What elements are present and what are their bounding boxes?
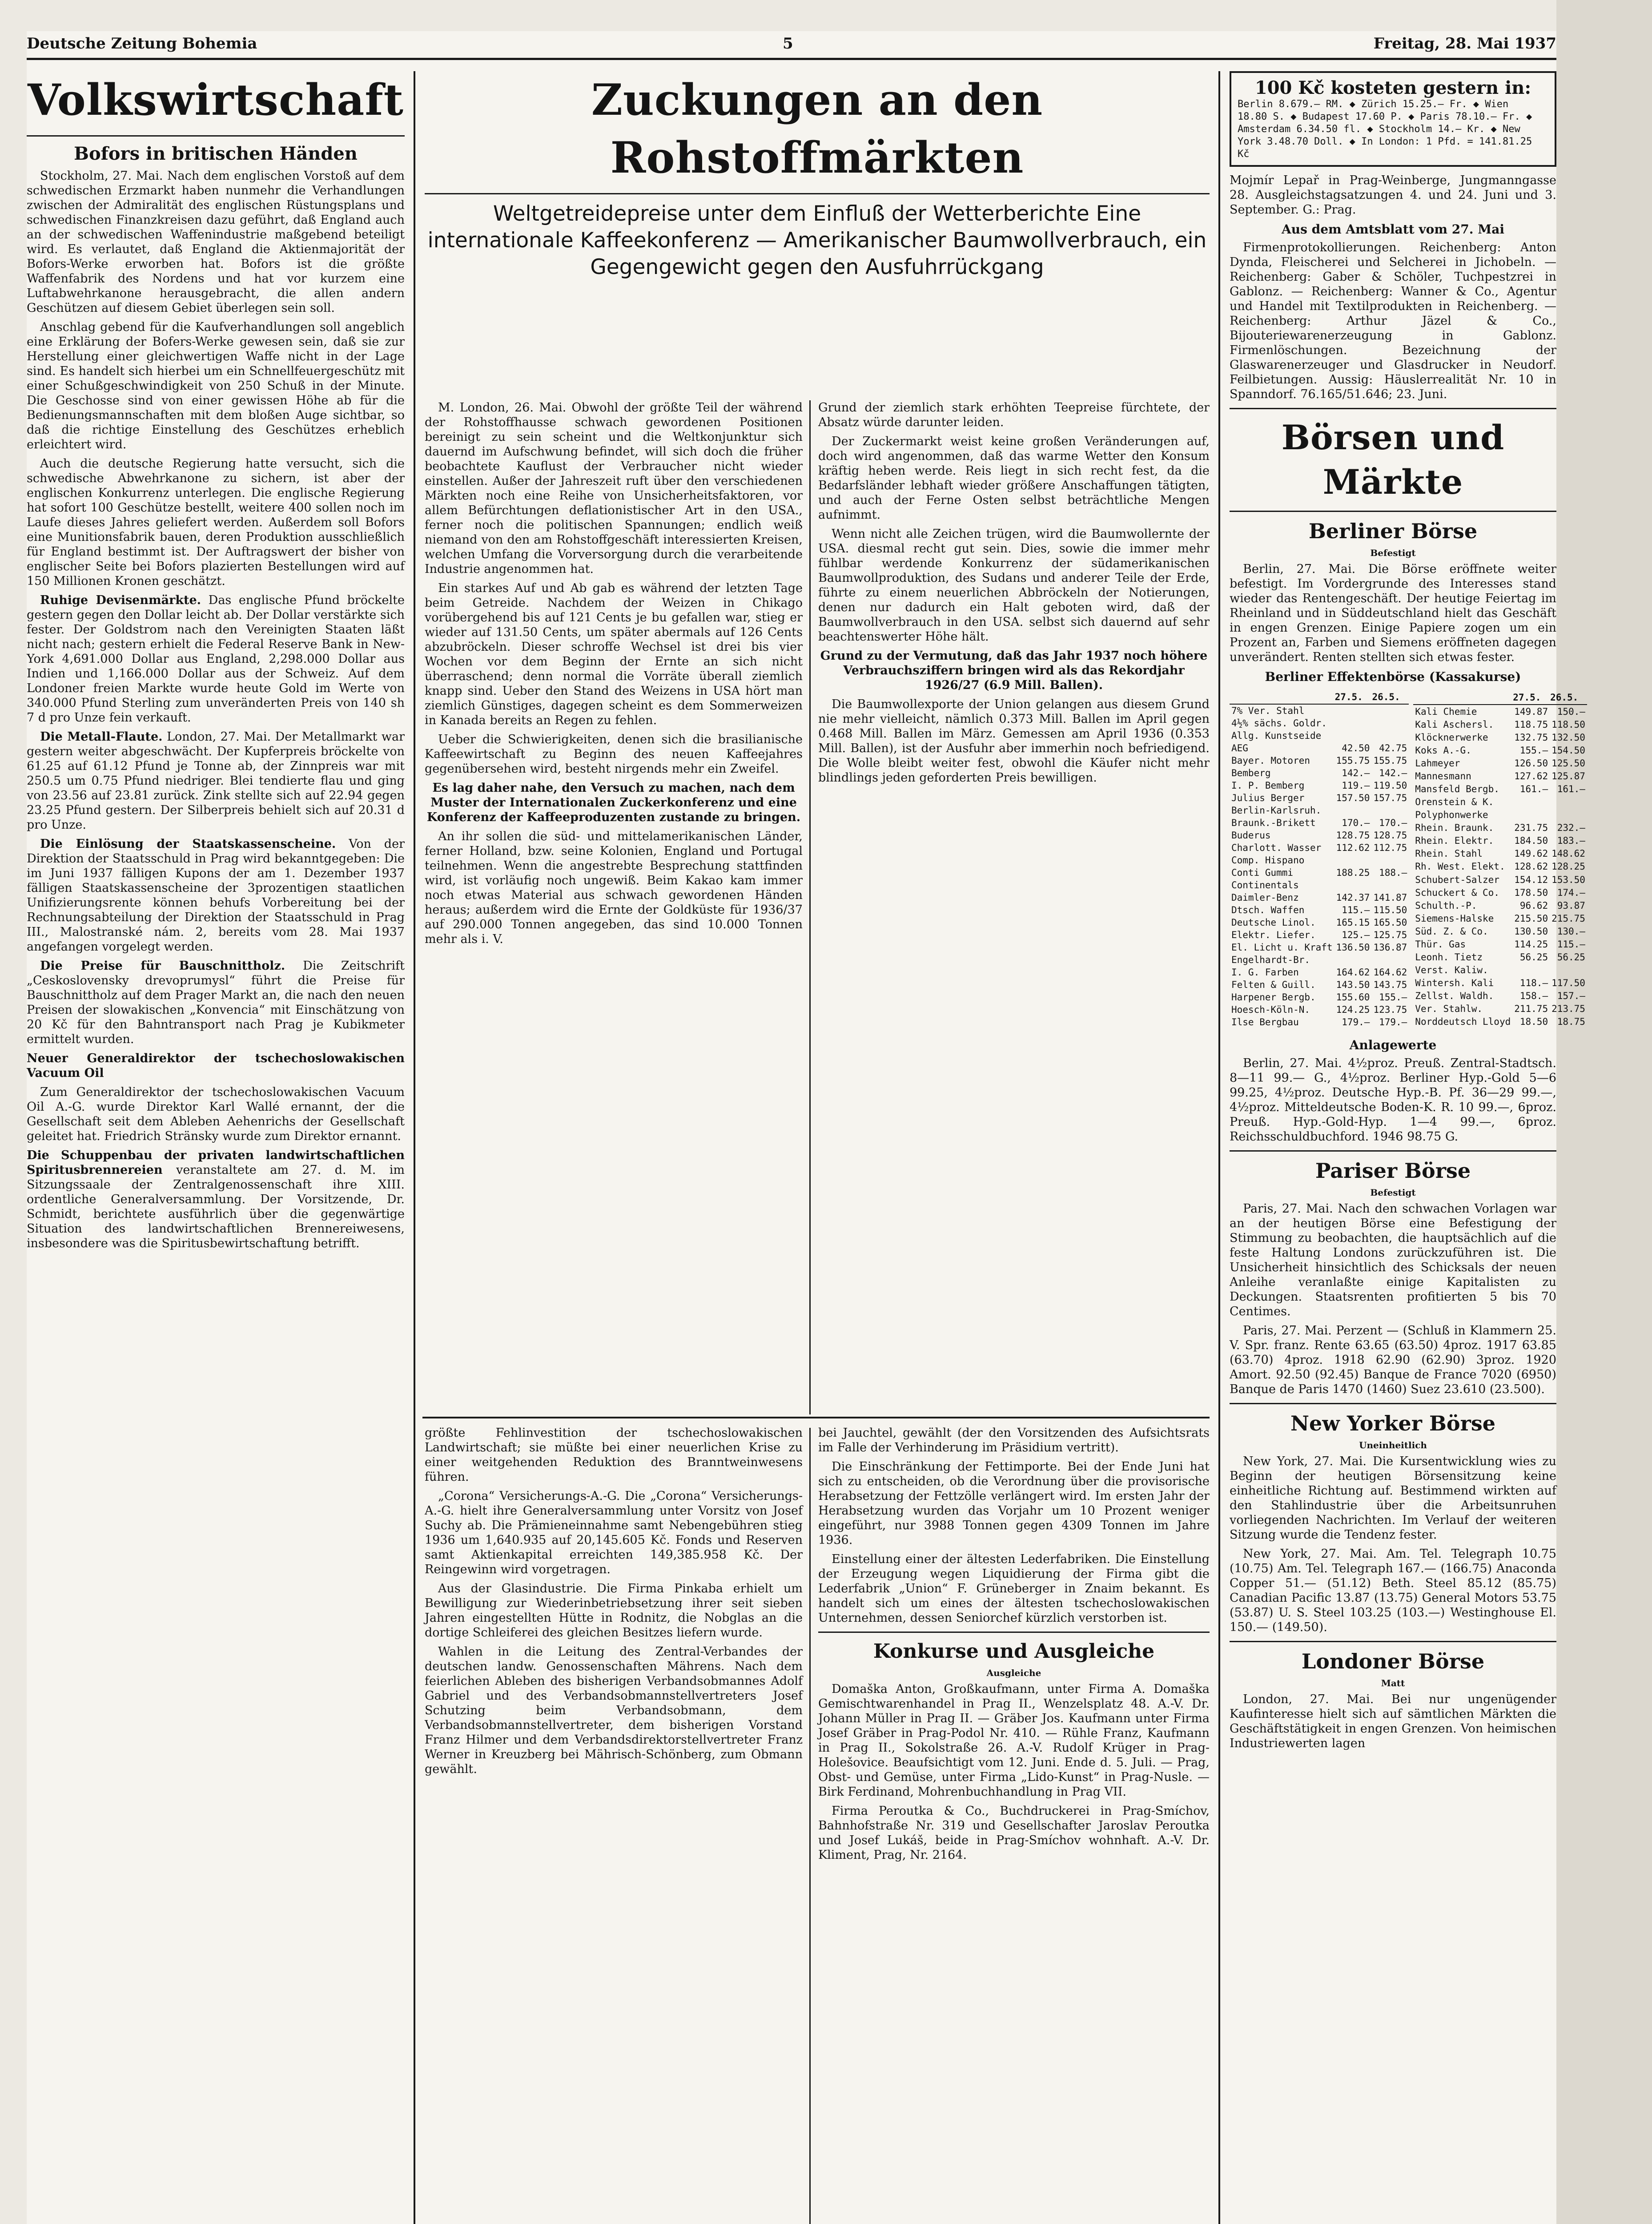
table-row xyxy=(1230,866,1409,879)
table-cell: Allg. Kunstseide xyxy=(1231,730,1322,741)
article-paragraph: Der Zuckermarkt weist keine großen Veränderungen auf, doch wird angenommen, daß das warme Wetter den Konsum kräftig heben werde. Reis liegt in sich recht fest, da die Bedarfsländer lebhaft wieder größere Anschaffungen tätigten, und auch der Ferne Osten selbst beträchtliche Mengen aufnimmt. xyxy=(818,435,1210,522)
table-row xyxy=(1230,954,1409,966)
table-cell: 211.75 xyxy=(1514,1003,1548,1015)
table-cell: Verst. Kaliw. xyxy=(1415,964,1488,975)
table-cell: 130.— xyxy=(1557,926,1585,937)
table-row xyxy=(1230,767,1409,779)
item-text: Von der Direktion der Staatsschuld in Prag wird bekanntgegeben: Die im Juni 1937 fälligen Kupons der am 1. Dezember 1937 fälligen Staatskassenscheine der 3prozentigen staatlichen Unifizierungsrente können behufs Vorbereitung bei der Rechnungsabteilung der Direktion der Staatsschuld in Prag III., Malostranské nám. 2, bereits vom 28. Mai 1937 angefangen vorgelegt werden. xyxy=(27,837,405,954)
issue-date: Freitag, 28. Mai 1937 xyxy=(1373,35,1556,52)
table-header-cell: 27.5. xyxy=(1334,690,1372,704)
effekten-tables xyxy=(1230,688,1585,1033)
table-cell: 215.50 xyxy=(1514,913,1548,924)
table-row xyxy=(1230,916,1409,929)
table-cell: 93.87 xyxy=(1557,900,1585,911)
table-header-cell: 27.5. xyxy=(1512,690,1550,705)
table-cell: 112.62 xyxy=(1336,842,1370,853)
berlin-subtitle: Befestigt xyxy=(1370,548,1416,558)
item-text: Zum Generaldirektor der tschechoslowakischen Vacuum Oil A.-G. wurde Direktor Karl Wallé ernannt, der die Gesellschaft seit dem Ableben Aehenrichs der Gesellschaft geleitet hat. Friedrich Stränsky wurde zum Direktor ernannt. xyxy=(27,1085,405,1143)
table-row xyxy=(1230,941,1409,954)
section-title: Börsen und Märkte xyxy=(1281,418,1505,502)
item-lead: Die Preise für Bauschnittholz. xyxy=(40,959,285,973)
table-cell: Koks A.-G. xyxy=(1415,745,1471,756)
column-markets xyxy=(1230,71,1585,2224)
table-row xyxy=(1413,938,1587,951)
table-cell: Continentals xyxy=(1231,880,1299,890)
amtsblatt-text: Firmenprotokollierungen. Reichenberg: Anton Dynda, Fleischerei und Selcherei in Jichobeln. — Reichenberg: Gaber & Schöler, Tuchpestzrei in Gablonz. — Reichenberg: Wanner & Co., Agentur und Handel mit Textilprodukten in Reichenberg. — Reichenberg: Arthur Jäzel & Co., Bijouteriewarenerzeugung in Gablonz. Firmenlöschungen. Bezeichnung der Glaswarenerzeuger und Glasdrucker in Neudorf. Feilbietungen. Aussig: Häuslerrealität Nr. 10 in Spanndorf. 76.165/51.646; 23. Juni. xyxy=(1230,241,1556,401)
table-cell: Rhein. Stahl xyxy=(1415,848,1483,859)
table-cell: 179.— xyxy=(1342,1017,1370,1027)
table-cell: 231.75 xyxy=(1514,822,1548,834)
item-lead: Ruhige Devisenmärkte. xyxy=(40,593,201,607)
article-paragraph: An ihr sollen die süd- und mittelamerikanischen Länder, ferner Holland, bzw. seine Kolonien, England und Portugal teilnehmen. Wenn die angestrebte Besprechung stattfinden wird, ist vorläufig noch ungewiß. Beim Kakao kam immer noch etwas Material aus schwach gewordenen Händen heraus; außerdem wird die Ernte der Goldküste für 1936/37 auf 290.000 Tonnen angegeben, das sind 10.000 Tonnen mehr als i. V. xyxy=(425,830,803,946)
table-cell: 154.50 xyxy=(1552,745,1585,756)
konkurse-title: Konkurse und Ausgleiche xyxy=(873,1640,1155,1663)
table-cell: 136.50 xyxy=(1336,942,1370,953)
london-heading: Londoner Börse xyxy=(1301,1649,1485,1673)
table-row xyxy=(1230,879,1409,891)
table-cell: 155.— xyxy=(1379,992,1407,1003)
london-subtitle: Matt xyxy=(1381,1678,1405,1688)
article-headline: Bofors in britischen Händen xyxy=(74,143,358,164)
table-cell: 117.50 xyxy=(1552,978,1585,989)
table-row xyxy=(1413,744,1587,757)
table-cell: 153.50 xyxy=(1552,874,1585,885)
table-cell xyxy=(1371,704,1409,717)
page-number: 5 xyxy=(783,35,793,52)
table-cell: 142.— xyxy=(1379,768,1407,778)
table-cell xyxy=(1371,729,1409,742)
table-cell: Dtsch. Waffen xyxy=(1231,905,1305,915)
table-cell: 157.75 xyxy=(1373,793,1407,803)
anlage-heading: Anlagewerte xyxy=(1349,1038,1437,1052)
table-header-cell xyxy=(1413,690,1512,705)
table-cell: 164.62 xyxy=(1336,967,1370,978)
table-cell: 128.25 xyxy=(1552,861,1585,872)
table-cell: Harpener Bergb. xyxy=(1231,992,1316,1003)
column-rule xyxy=(809,400,811,1414)
table-row xyxy=(1413,886,1587,899)
article-paragraph: Ein starkes Auf und Ab gab es während der letzten Tage beim Getreide. Nachdem der Weizen in Chikago vorübergehend bis auf 121 Cents je bu gefallen war, stieg er wieder auf 131.50 Cents, um später abermals auf 126 Cents abzubröckeln. Dieser schroffe Wechsel ist drei bis vier Wochen vor dem Beginn der Ernte an sich nicht überraschend; denn normal die Vorräte überall ziemlich knapp sind. Ueber den Stand des Weizens in USA hört man ziemlich Günstiges, dagegen scheint es dem Sommerweizen in Kanada bereits an Regen zu fehlen. xyxy=(425,581,803,727)
raw-materials-right xyxy=(818,400,1210,1410)
table-cell: 155.60 xyxy=(1336,992,1370,1003)
table-cell: 213.75 xyxy=(1552,1003,1585,1015)
table-cell: 119.— xyxy=(1342,780,1370,791)
table-cell xyxy=(1371,954,1409,966)
table-cell: 4½% sächs. Goldr. xyxy=(1231,718,1327,729)
table-cell: 157.50 xyxy=(1336,793,1370,803)
table-cell: Julius Berger xyxy=(1231,793,1305,803)
table-row xyxy=(1413,822,1587,834)
table-row xyxy=(1230,929,1409,941)
table-cell: 150.— xyxy=(1557,706,1585,717)
konkurse-note: Firma Peroutka & Co., Buchdruckerei in Prag-Smíchov, Bahnhofstraße Nr. 319 und Gesellschafter Jaroslav Peroutka und Josef Lukáš, beide in Prag-Smíchov wohnhaft. A.-V. Dr. Kliment, Prag, Nr. 2164. xyxy=(818,1804,1210,1862)
table-cell xyxy=(1334,717,1372,729)
table-cell xyxy=(1371,879,1409,891)
effekten-heading: Berliner Effektenbörse (Kassakurse) xyxy=(1265,669,1521,684)
table-cell xyxy=(1512,796,1550,809)
item-lead: Neuer Generaldirektor der tschechoslowakischen Vacuum Oil xyxy=(27,1052,405,1080)
table-row xyxy=(1413,718,1587,731)
table-cell: 143.50 xyxy=(1336,979,1370,990)
table-cell: Ilse Bergbau xyxy=(1231,1017,1299,1027)
table-cell: Comp. Hispano xyxy=(1231,855,1305,866)
table-cell: 56.25 xyxy=(1557,951,1585,963)
table-cell: 124.25 xyxy=(1336,1004,1370,1015)
table-cell: Klöcknerwerke xyxy=(1415,732,1488,743)
newspaper-page xyxy=(27,31,1585,2224)
table-row xyxy=(1413,912,1587,925)
table-cell: 174.— xyxy=(1557,887,1585,898)
table-cell: 232.— xyxy=(1557,822,1585,834)
table-cell: 148.62 xyxy=(1552,848,1585,859)
table-cell: 128.62 xyxy=(1514,861,1548,872)
table-cell: 183.— xyxy=(1557,835,1585,846)
table-cell xyxy=(1334,729,1372,742)
table-cell: Conti Gummi xyxy=(1231,867,1294,878)
table-row xyxy=(1413,977,1587,990)
table-cell: 215.75 xyxy=(1552,913,1585,924)
table-row xyxy=(1230,854,1409,866)
table-row xyxy=(1413,809,1587,822)
paris-heading: Pariser Börse xyxy=(1315,1159,1471,1183)
item-lead: Die Einlösung der Staatskassenscheine. xyxy=(40,837,336,851)
table-cell: 56.25 xyxy=(1519,951,1548,963)
table-cell: 155.75 xyxy=(1336,755,1370,766)
table-row xyxy=(1413,770,1587,783)
table-cell: 128.75 xyxy=(1336,830,1370,841)
quotes-table-right xyxy=(1413,690,1587,1028)
table-cell: Siemens-Halske xyxy=(1415,913,1494,924)
table-cell xyxy=(1334,954,1372,966)
paris-text: Paris, 27. Mai. Nach den schwachen Vorlagen war an der heutigen Börse eine Befestigung der Stimmung zu beobachten, die hauptsächlich auf die feste Haltung Londons zurückzuführen ist. Die Unsicherheit hinsichtlich des Schicksals der neuen Anleihe veranlaßte einige Kapitalisten zu Deckungen. Staatsrenten profitierten 5 bis 70 Centimes. xyxy=(1230,1202,1556,1318)
masthead xyxy=(27,31,1556,60)
table-cell: Engelhardt-Br. xyxy=(1231,955,1310,965)
amtsblatt-heading: Aus dem Amtsblatt vom 27. Mai xyxy=(1282,222,1504,237)
table-row xyxy=(1413,899,1587,912)
newyork-subtitle: Uneinheitlich xyxy=(1359,1440,1427,1450)
table-row xyxy=(1230,1003,1409,1016)
exchange-line: York 3.48.70 Doll. ◆ In London: 1 Pfd. = 141.81.25 Kč xyxy=(1238,136,1532,160)
table-cell: Charlott. Wasser xyxy=(1231,842,1322,853)
article-paragraph: bei Jauchtel, gewählt (der den Vorsitzenden des Aufsichtsrats im Falle der Verhinderung im Präsidium vertritt). xyxy=(818,1426,1210,1454)
table-cell: El. Licht u. Kraft xyxy=(1231,942,1333,953)
table-cell: 115.— xyxy=(1342,905,1370,915)
table-cell: Deutsche Linol. xyxy=(1231,917,1316,928)
table-row xyxy=(1413,757,1587,770)
table-cell: 188.— xyxy=(1379,867,1407,878)
table-row xyxy=(1230,1016,1409,1028)
table-row xyxy=(1413,796,1587,809)
table-row xyxy=(1413,783,1587,796)
table-cell: 42.50 xyxy=(1342,743,1370,753)
article-paragraph: größte Fehlinvestition der tschechoslowakischen Landwirtschaft; sie müßte bei einer neuerlichen Krise zu einer weitgehenden Reduktion des Branntweinwesens führen. xyxy=(425,1426,803,1484)
table-cell: Schuckert & Co. xyxy=(1415,887,1499,898)
article-paragraph: Auch die deutsche Regierung hatte versucht, sich die schwedische Abwehrkanone zu sichern, ist aber der englischen Konkurrenz unterlegen. Die englische Regierung hat sofort 100 Geschütze bestellt, weitere 400 sollen noch im Laufe dieses Jahres geliefert werden. Außerdem soll Bofors eine Munitionsfabrik bauen, deren Produktion ausschließlich für England bestimmt ist. Der Auftragswert der bisher von englischer Seite bei Bofors plazierten Bestellungen wird auf 150 Millionen Kronen geschätzt. xyxy=(27,457,405,588)
table-cell: 112.75 xyxy=(1373,842,1407,853)
table-cell: 165.50 xyxy=(1373,917,1407,928)
table-cell: Ver. Stahlw. xyxy=(1415,1003,1483,1015)
table-cell: 141.87 xyxy=(1373,892,1407,903)
article-paragraph: Die Einschränkung der Fettimporte. Bei der Ende Juni hat sich zu entscheiden, ob die Verordnung über die provisorische Herabsetzung der Fettzölle verlängert wird. Im ersten Jahr der Herabsetzung wurden das Vorjahr um 10 Prozent weniger eingeführt, nur 3988 Tonnen gegen 4309 Tonnen im Jahre 1936. xyxy=(818,1460,1210,1547)
table-cell: 130.50 xyxy=(1514,926,1548,937)
article-paragraph: Wahlen in die Leitung des Zentral-Verbandes der deutschen landw. Genossenschaften Mährens. Nach dem feierlichen Ableben des bisherigen Verbandsobmannes Adolf Gabriel und des Verbandsobmannstellvertreters Josef Schutzing beim Verbandsobmann, dem Verbandsobmannstellvertreter, dem bisherigen Vorstand Franz Hilmer und dem Verbandsdirektorstellvertreter Franz Werner in Kreuzberg bei Mährisch-Schönberg, zum Obmann gewählt. xyxy=(425,1645,803,1776)
table-row xyxy=(1230,717,1409,729)
paris-subtitle: Befestigt xyxy=(1370,1187,1416,1198)
konkurse-subtitle: Ausgleiche xyxy=(986,1668,1041,1678)
table-row xyxy=(1413,860,1587,873)
table-row xyxy=(1413,705,1587,718)
table-cell: 170.— xyxy=(1379,818,1407,828)
article-paragraph: Einstellung einer der ältesten Lederfabriken. Die Einstellung der Erzeugung wegen Liquidierung der Firma gibt die Lederfabrik „Union“ F. Grüneberger in Znaim bekannt. Es handelt sich um eines der ältesten tschechoslowakischen Unternehmen, dessen Seniorchef kürzlich verstorben ist. xyxy=(818,1552,1210,1625)
exchange-box xyxy=(1230,71,1556,167)
item-text: veranstaltete am 27. d. M. im Sitzungssaale der Zentralgenossenschaft ihre XIII. ordentliche Generalversammlung. Der Vorsitzende, Dr. Schmidt, berichtete ausführlich über die gegenwärtige Situation des landwirtschaftlichen Brennereiwesens, insbesondere was die Spiritusbewirtschaftung betrifft. xyxy=(27,1163,405,1250)
table-row xyxy=(1413,873,1587,886)
table-cell: 114.25 xyxy=(1514,939,1548,950)
table-cell: 128.75 xyxy=(1373,830,1407,841)
table-cell xyxy=(1512,963,1550,976)
table-cell: Leonh. Tietz xyxy=(1415,951,1483,963)
article-paragraph: Stockholm, 27. Mai. Nach dem englischen Vorstoß auf dem schwedischen Erzmarkt haben nunmehr die Verhandlungen zwischen der Admiralität des englischen Rüstungsplans und schwedischen Finanzkreisen dazu geführt, daß England auch an der schwedischen Waffenindustrie maßgebend beteiligt wird. Es verlautet, daß England die Aktienmajorität der Bofors-Werke erworben hat. Bofors ist die größte Waffenfabrik des Nordens und hat vor kurzem eine Luftabwehrkanone herausgebracht, die allen andern Geschützen auf diesem Gebiet überlegen sein soll. xyxy=(27,169,405,315)
newspaper-name: Deutsche Zeitung Bohemia xyxy=(27,35,257,52)
table-header-cell xyxy=(1230,690,1334,704)
table-cell: 149.62 xyxy=(1514,848,1548,859)
table-cell: 188.25 xyxy=(1336,867,1370,878)
exchange-box-title: 100 Kč kosteten gestern in: xyxy=(1254,77,1531,98)
berlin-heading: Berliner Börse xyxy=(1308,519,1478,543)
table-cell: I. G. Farben xyxy=(1231,967,1299,978)
table-row xyxy=(1413,951,1587,963)
article-deck: Weltgetreidepreise unter dem Einfluß der Wetterberichte Eine internationale Kaffeekonferenz — Amerikanischer Baumwollverbrauch, ein Gegengewicht gegen den Ausfuhrrückgang xyxy=(427,201,1207,279)
article-paragraph: Die Baumwollexporte der Union gelangen aus diesem Grund nie mehr vielleicht, nämlich 0.373 Mill. Ballen im April gegen 0.468 Mill. Ballen im März. Gemessen am April 1936 (0.353 Mill. Ballen), ist der Ausfuhr aber immerhin noch befriedigend. Die Wolle bleibt weiter fest, obwohl die Käufer nicht mehr blindlings jeden geforderten Preis bewilligen. xyxy=(818,697,1210,785)
notice-text: Mojmír Lepař in Prag-Weinberge, Jungmanngasse 28. Ausgleichstagsatzungen 4. und 24. Juni und 3. September. G.: Prag. xyxy=(1230,173,1556,217)
table-cell: Felten & Guill. xyxy=(1231,979,1316,990)
table-cell: 161.— xyxy=(1519,784,1548,795)
table-row xyxy=(1413,834,1587,847)
table-cell: 136.87 xyxy=(1373,942,1407,953)
table-cell: Hoesch-Köln-N. xyxy=(1231,1004,1310,1015)
newyork-quotes: New York, 27. Mai. Am. Tel. Telegraph 10.75 (10.75) Am. Tel. Telegraph 167.— (166.75) Anaconda Copper 51.— (51.12) Beth. Steel 85.12 (85.75) Canadian Pacific 13.87 (13.75) General Motors 53.75 (53.87) U. S. Steel 103.25 (103.—) Westinghouse El. 150.— (149.50). xyxy=(1230,1547,1556,1634)
exchange-line: 18.80 S. ◆ Budapest 17.60 P. ◆ Paris 78.10.— Fr. ◆ xyxy=(1238,111,1532,122)
table-cell: 42.75 xyxy=(1379,743,1407,753)
table-cell: 142.— xyxy=(1342,768,1370,778)
table-cell: Buderus xyxy=(1231,830,1271,841)
table-row xyxy=(1230,742,1409,754)
table-cell xyxy=(1512,809,1550,822)
table-cell: Polyphonwerke xyxy=(1415,810,1488,821)
table-cell xyxy=(1334,704,1372,717)
table-cell: AEG xyxy=(1231,743,1248,753)
table-cell: 115.50 xyxy=(1373,905,1407,915)
table-cell: 18.75 xyxy=(1557,1016,1585,1027)
table-row xyxy=(1413,847,1587,860)
table-cell xyxy=(1550,809,1587,822)
bold-statement: Grund zu der Vermutung, daß das Jahr 1937 noch höhere Verbrauchsziffern bringen wird als das Rekordjahr 1926/27 (6.9 Mill. Ballen). xyxy=(820,649,1208,692)
article-paragraph: Grund der ziemlich stark erhöhten Teepreise fürchtete, der Absatz würde darunter leiden. xyxy=(818,401,1210,429)
table-row xyxy=(1230,842,1409,854)
table-cell: 184.50 xyxy=(1514,835,1548,846)
table-cell: 143.75 xyxy=(1373,979,1407,990)
article-paragraph: Aus der Glasindustrie. Die Firma Pinkaba erhielt um Bewilligung zur Wiederinbetriebsetzung ihrer seit sieben Jahren eingestellten Hütte in Rodnitz, die Nobglas an die dortige Schleiferei des gleichen Besitzes liefern wurde. xyxy=(425,1582,803,1640)
article-paragraph: „Corona“ Versicherungs-A.-G. Die „Corona“ Versicherungs-A.-G. hielt ihre Generalversammlung unter Vorsitz von Josef Suchy ab. Die Prämieneinnahme samt Nebengebühren stieg 1936 um 1,640.935 auf 20,145.605 Kč. Fonds und Reserven samt Aktienkapital erreichten 149,385.958 Kč. Der Reingewinn wird vorgetragen. xyxy=(425,1489,803,1576)
item-lead: Die Schuppenbau der privaten landwirtschaftlichen Spiritusbrennereien xyxy=(27,1148,405,1177)
table-cell: Süd. Z. & Co. xyxy=(1415,926,1488,937)
economy-notes-left xyxy=(425,1426,803,2224)
article-paragraph: Ueber die Schwierigkeiten, denen sich die brasilianische Kaffeewirtschaft zu Beginn des neuen Kaffeejahres gegenübersehen wird, besteht nirgends mehr ein Zweifel. xyxy=(425,733,803,776)
exchange-line: Amsterdam 6.34.50 fl. ◆ Stockholm 14.— Kr. ◆ New xyxy=(1238,124,1520,135)
table-cell: 119.50 xyxy=(1373,780,1407,791)
table-row xyxy=(1230,904,1409,916)
table-row xyxy=(1230,804,1409,817)
bold-statement: Es lag daher nahe, den Versuch zu machen, nach dem Muster der Internationalen Zuckerkonferenz und eine Konferenz der Kaffeeproduzenten zustande zu bringen. xyxy=(426,781,801,824)
table-cell xyxy=(1371,854,1409,866)
article-paragraph: Anschlag gebend für die Kaufverhandlungen soll angeblich eine Erklärung der Bofers-Werke gewesen sein, daß sie zur Herstellung einer gleichwertigen Waffe nicht in der Lage sind. Es handelt sich hierbei um ein Schnellfeuergeschütz mit einer Schußgeschwindigkeit von 250 Schuß in der Minute. Die Geschosse sind von einer gewissen Höhe ab für die Bedienungsmannschaften mit dem bloßen Auge sichtbar, so daß die richtige Einstellung des Geschützes erheblich erleichtert wird. xyxy=(27,320,405,451)
table-header-cell: 26.5. xyxy=(1550,690,1587,705)
table-cell: Schulth.-P. xyxy=(1415,900,1477,911)
paris-quotes: Paris, 27. Mai. Perzent — (Schluß in Klammern 25. V. Spr. franz. Rente 63.65 (63.50) 4proz. 1917 63.85 (63.70) 4proz. 1918 62.90 (62.90) 3proz. 1920 Amort. 92.50 (92.45) Banque de France 7020 (6950) Banque de Paris 1470 (1460) Suez 23.610 (23.500). xyxy=(1230,1324,1556,1396)
table-row xyxy=(1230,891,1409,904)
table-cell: 142.37 xyxy=(1336,892,1370,903)
table-cell: Rhein. Braunk. xyxy=(1415,822,1494,834)
table-row xyxy=(1413,731,1587,744)
table-row xyxy=(1230,966,1409,979)
table-cell: Mansfeld Bergb. xyxy=(1415,784,1499,795)
table-cell: I. P. Bemberg xyxy=(1231,780,1305,791)
table-cell: 161.— xyxy=(1557,784,1585,795)
table-cell: 7% Ver. Stahl xyxy=(1231,705,1305,716)
table-row xyxy=(1230,991,1409,1003)
item-lead: Die Metall-Flaute. xyxy=(40,730,163,744)
table-cell: Kali Aschersl. xyxy=(1415,719,1494,730)
table-cell xyxy=(1334,804,1372,817)
table-cell: 179.— xyxy=(1379,1017,1407,1027)
table-cell: 155.75 xyxy=(1373,755,1407,766)
table-row xyxy=(1230,829,1409,842)
table-cell: 154.12 xyxy=(1514,874,1548,885)
table-cell: 157.— xyxy=(1557,991,1585,1002)
table-cell: 125.87 xyxy=(1552,771,1585,782)
table-row xyxy=(1230,792,1409,804)
table-row xyxy=(1230,704,1409,717)
newyork-heading: New Yorker Börse xyxy=(1290,1411,1496,1435)
table-cell: Norddeutsch Lloyd xyxy=(1415,1016,1511,1027)
quotes-table-left xyxy=(1230,690,1409,1028)
table-cell: 96.62 xyxy=(1519,900,1548,911)
table-cell: 115.— xyxy=(1557,939,1585,950)
page-edge xyxy=(1556,0,1652,2224)
section-title: Volkswirtschaft xyxy=(28,75,404,125)
column-rule xyxy=(414,71,415,2224)
table-cell: Bayer. Motoren xyxy=(1231,755,1310,766)
column-rule xyxy=(1218,71,1220,2224)
table-cell: 118.— xyxy=(1519,978,1548,989)
table-cell: Bemberg xyxy=(1231,768,1271,778)
table-row xyxy=(1413,925,1587,938)
economy-notes-right xyxy=(818,1426,1210,2224)
table-row xyxy=(1230,817,1409,829)
table-row xyxy=(1230,979,1409,991)
table-row xyxy=(1413,1015,1587,1028)
table-cell: 126.50 xyxy=(1514,757,1548,769)
article-paragraph: Wenn nicht alle Zeichen trügen, wird die Baumwollernte der USA. diesmal recht gut sein. Dies, sowie die immer mehr fühlbar werdende Konkurrenz der südamerikanischen Baumwollproduktion, des Sudans und anderer Teile der Erde, führte zu einem neuerlichen Abbröckeln der Notierungen, denen nur dadurch ein Halt geboten wird, daß der Baumwollverbrauch in den USA. selbst sich dauernd auf sehr beachtenswerter Höhe hält. xyxy=(818,527,1210,644)
konkurse-text: Domaška Anton, Großkaufmann, unter Firma A. Domaška Gemischtwarenhandel in Prag II., Wenzelsplatz 48. A.-V. Dr. Johann Müller in Prag II. — Gräber Jos. Kaufmann unter Firma Josef Gräber in Prag-Podol Nr. 410. — Rühle Franz, Kaufmann in Prag II., Sokolstraße 26. A.-V. Rudolf Krüger in Prag-Holešovice. Beaufsichtigt vom 12. Juni. Ende d. 5. Juli. — Prag, Obst- und Gemüse, unter Firma „Lido-Kunst“ in Prag-Nusle. — Birk Ferdinand, Mohrenbuchhandlung in Prag VII. xyxy=(818,1682,1210,1799)
item-text: Die Zeitschrift „Ceskoslovensky drevoprumysl“ führt die Preise für Bauschnittholz auf dem Prager Markt an, die nach den neuen Preisen der slowakischen „Konvencia“ mit Einschätzung von 20 Kč für den Bahntransport nach Prag je Kubikmeter ermittelt wurden. xyxy=(27,959,405,1046)
table-cell: Schubert-Salzer xyxy=(1415,874,1499,885)
table-row xyxy=(1413,1003,1587,1015)
table-cell xyxy=(1371,804,1409,817)
table-cell: 149.87 xyxy=(1514,706,1548,717)
table-cell: Thür. Gas xyxy=(1415,939,1466,950)
item-text: London, 27. Mai. Der Metallmarkt war gestern weiter abgeschwächt. Der Kupferpreis bröckelte von 61.25 auf 61.12 Pfund je Tonne ab, der Zinnpreis war mit 250.5 um 0.75 Pfund niedriger. Blei tendierte flau und ging von 23.56 auf 23.81 zurück. Zink stellte sich auf 22.94 gegen 23.25 Pfund gestern. Der Silberpreis behielt sich auf 20.31 d pro Unze. xyxy=(27,730,405,832)
raw-materials-header xyxy=(425,71,1210,400)
table-cell: Rhein. Elektr. xyxy=(1415,835,1494,846)
table-row xyxy=(1230,754,1409,767)
newyork-text: New York, 27. Mai. Die Kursentwicklung wies zu Beginn der heutigen Börsensitzung keine einheitliche Richtung auf. Bestimmend wirkten auf den Stahlindustrie über die Arbeitsunruhen vorliegenden Nachrichten. Im Verlauf der weiteren Sitzung wurde die Tendenz fester. xyxy=(1230,1454,1556,1542)
table-row xyxy=(1413,963,1587,976)
table-cell: 125.50 xyxy=(1552,757,1585,769)
horizontal-rule xyxy=(422,1417,1210,1418)
berlin-text: Berlin, 27. Mai. Die Börse eröffnete weiter befestigt. Im Vordergrunde des Interesses stand wieder das Rentengeschäft. Der heutige Feiertag im Rheinland und in Süddeutschland hielt das Geschäft in engen Grenzen. Einige Papiere zogen um ein Prozent an, Farben und Siemens eröffneten dagegen unverändert. Renten stellten sich etwas fester. xyxy=(1230,562,1556,664)
table-cell: 158.— xyxy=(1519,991,1548,1002)
table-cell: 164.62 xyxy=(1373,967,1407,978)
table-cell: Kali Chemie xyxy=(1415,706,1477,717)
column-rule xyxy=(809,1428,811,2224)
table-cell: Lahmeyer xyxy=(1415,757,1460,769)
london-text: London, 27. Mai. Bei nur ungenügender Kaufinteresse hielt sich auf sämtlichen Märkten die Geschäftstätigkeit in engen Grenzen. Von heimischen Industriewerten lagen xyxy=(1230,1692,1556,1750)
table-cell xyxy=(1550,796,1587,809)
table-cell: Elektr. Liefer. xyxy=(1231,930,1316,940)
table-row xyxy=(1230,779,1409,792)
table-cell xyxy=(1550,963,1587,976)
table-cell: 127.62 xyxy=(1514,771,1548,782)
table-cell: Berlin-Karlsruh. xyxy=(1231,805,1322,816)
table-cell: 155.— xyxy=(1519,745,1548,756)
table-cell: 132.50 xyxy=(1552,732,1585,743)
item-text: Das englische Pfund bröckelte gestern gegen den Dollar leicht ab. Der Dollar verstärkte sich fester. Der Goldstrom nach den Vereinigten Staaten läßt nicht nach; gestern erhielt die Federal Reserve Bank in New-York 4,691.000 Dollar aus England, 2,298.000 Dollar aus Indien und 1,166.000 Dollar aus der Schweiz. Auf dem Londoner freien Markte wurde heute Gold im Werte von 340.000 Pfund Sterling zum unveränderten Preis von 140 sh 7 d pro Unze fein verkauft. xyxy=(27,593,405,725)
raw-materials-left xyxy=(425,400,803,1410)
exchange-line: Berlin 8.679.— RM. ◆ Zürich 15.25.— Fr. ◆ Wien xyxy=(1238,99,1509,110)
table-cell: 118.50 xyxy=(1552,719,1585,730)
article-paragraph: M. London, 26. Mai. Obwohl der größte Teil der während der Rohstoffhausse schwach gewordenen Positionen bereinigt zu sein scheint und die Weltkonjunktur sich dauernd im Aufschwung befindet, will sich doch die früher beobachtete Kauflust der Verbraucher nicht wieder einstellen. Außer der Jahreszeit ruft über den verschiedenen Märkten noch eine Reihe von Unsicherheitsfaktoren, vor allem Befürchtungen deflationistischer Art in den USA., ferner noch die politischen Spannungen; endlich weiß niemand von den am Rohstoffgeschäft interessierten Kreisen, welchen Umfang die Vorversorgung durch die verarbeitende Industrie angenommen hat. xyxy=(425,401,803,576)
table-cell: Mannesmann xyxy=(1415,771,1471,782)
table-row xyxy=(1230,729,1409,742)
column-economy xyxy=(27,71,405,2224)
table-cell: Braunk.-Brikett xyxy=(1231,818,1316,828)
table-cell: Wintersh. Kali xyxy=(1415,978,1494,989)
table-cell: 125.75 xyxy=(1373,930,1407,940)
table-cell: 132.75 xyxy=(1514,732,1548,743)
table-header-cell: 26.5. xyxy=(1371,690,1409,704)
table-cell: 165.15 xyxy=(1336,917,1370,928)
table-cell: 123.75 xyxy=(1373,1004,1407,1015)
table-cell: 170.— xyxy=(1342,818,1370,828)
table-cell: Daimler-Benz xyxy=(1231,892,1299,903)
anlage-text: Berlin, 27. Mai. 4½proz. Preuß. Zentral-Stadtsch. 8—11 99.— G., 4½proz. Berliner Hyp.-Gold 5—6 99.25, 4½proz. Deutsche Hyp.-B. Pf. 36—29 99.—, 4½proz. Mitteldeutsche Boden-K. R. 10 99.—, 6proz. Preuß. Hyp.-Gold-Hyp. 1—4 99.—, 6proz. Reichsschuldbuchford. 1946 98.75 G. xyxy=(1230,1056,1556,1144)
section-title: Zuckungen an den Rohstoffmärkten xyxy=(591,75,1043,183)
table-cell: 178.50 xyxy=(1514,887,1548,898)
table-cell xyxy=(1334,879,1372,891)
table-cell: 125.— xyxy=(1342,930,1370,940)
table-cell: Orenstein & K. xyxy=(1415,797,1494,808)
table-cell: Zellst. Waldh. xyxy=(1415,991,1494,1002)
table-cell: Rh. West. Elekt. xyxy=(1415,861,1505,872)
table-cell: 18.50 xyxy=(1519,1016,1548,1027)
table-row xyxy=(1413,990,1587,1003)
table-cell xyxy=(1371,717,1409,729)
table-cell: 118.75 xyxy=(1514,719,1548,730)
table-cell xyxy=(1334,854,1372,866)
